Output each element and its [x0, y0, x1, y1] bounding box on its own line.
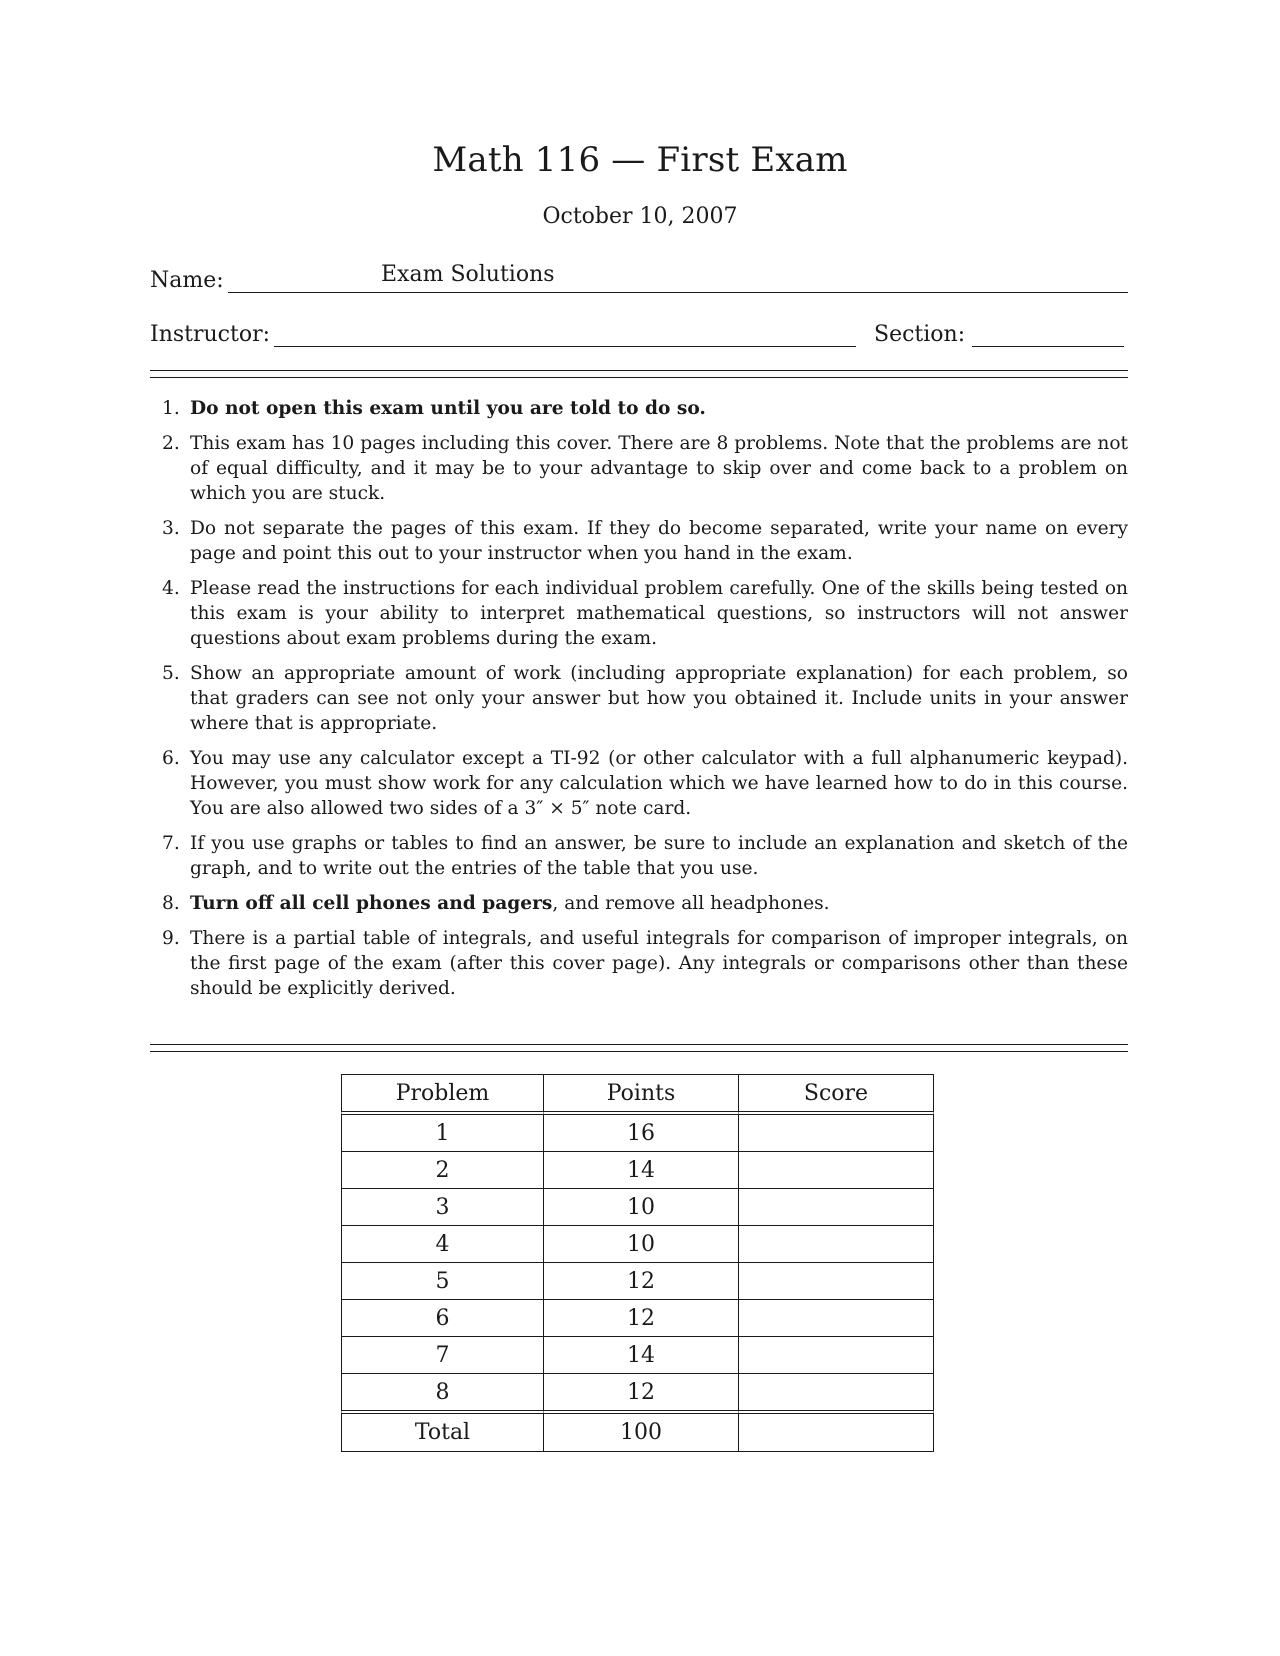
score-table-header-row	[341, 1074, 934, 1115]
score-cell[interactable]	[738, 1373, 934, 1410]
problem-cell: 5	[341, 1262, 543, 1299]
exam-date: October 10, 2007	[542, 204, 738, 229]
instruction-item	[162, 431, 1128, 506]
score-cell[interactable]	[738, 1336, 934, 1373]
problem-cell: 4	[341, 1225, 543, 1262]
problem-cell: 3	[341, 1188, 543, 1225]
points-cell: 14	[543, 1336, 738, 1373]
instructor-label: Instructor:	[150, 322, 271, 347]
table-row	[341, 1188, 934, 1225]
instruction-bold-text: Turn off all cell phones and pagers	[190, 893, 553, 914]
name-label: Name:	[150, 268, 224, 293]
instruction-number: 5.	[162, 663, 180, 684]
top-divider	[150, 370, 1128, 378]
total-points-cell: 100	[543, 1410, 738, 1452]
problem-cell: 1	[341, 1115, 543, 1151]
points-cell: 10	[543, 1225, 738, 1262]
table-row	[341, 1373, 934, 1410]
instruction-item	[162, 396, 1128, 421]
header-problem: Problem	[341, 1074, 543, 1115]
score-cell[interactable]	[738, 1299, 934, 1336]
problem-cell: 7	[341, 1336, 543, 1373]
instruction-item	[162, 891, 1128, 916]
score-cell[interactable]	[738, 1115, 934, 1151]
table-row	[341, 1115, 934, 1151]
points-cell: 12	[543, 1262, 738, 1299]
table-row	[341, 1151, 934, 1188]
instruction-item	[162, 661, 1128, 736]
instruction-number: 8.	[162, 893, 180, 914]
section-label: Section:	[874, 322, 966, 347]
instruction-number: 2.	[162, 433, 180, 454]
instruction-text: Show an appropriate amount of work (including appropriate explanation) for each problem, so that graders can see not only your answer but how you obtained it. Include units in your answer where that is appropriate.	[190, 663, 1128, 734]
points-cell: 16	[543, 1115, 738, 1151]
problem-cell: 2	[341, 1151, 543, 1188]
points-cell: 12	[543, 1299, 738, 1336]
instruction-text: , and remove all headphones.	[552, 893, 830, 914]
instruction-item	[162, 831, 1128, 881]
total-score-cell[interactable]	[738, 1410, 934, 1452]
instruction-text: There is a partial table of integrals, and useful integrals for comparison of improper integrals, on the first page of the exam (after this cover page). Any integrals or comparisons other than these should be explicitly derived.	[190, 928, 1128, 999]
instruction-number: 9.	[162, 928, 180, 949]
instruction-number: 1.	[162, 398, 180, 419]
instruction-item	[162, 746, 1128, 821]
total-label-cell: Total	[341, 1410, 543, 1452]
points-cell: 10	[543, 1188, 738, 1225]
section-field[interactable]	[972, 346, 1124, 347]
problem-cell: 8	[341, 1373, 543, 1410]
score-table	[341, 1074, 934, 1452]
points-cell: 12	[543, 1373, 738, 1410]
problem-cell: 6	[341, 1299, 543, 1336]
header-points: Points	[543, 1074, 738, 1115]
instruction-text: If you use graphs or tables to find an answer, be sure to include an explanation and sketch of the graph, and to write out the entries of the table that you use.	[190, 833, 1128, 879]
exam-title: Math 116 — First Exam	[432, 140, 848, 180]
name-value: Exam Solutions	[381, 262, 555, 287]
name-field[interactable]	[228, 292, 1128, 293]
score-cell[interactable]	[738, 1151, 934, 1188]
instruction-item	[162, 926, 1128, 1001]
instruction-item	[162, 576, 1128, 651]
instruction-number: 3.	[162, 518, 180, 539]
instruction-text: Do not separate the pages of this exam. If they do become separated, write your name on every page and point this out to your instructor when you hand in the exam.	[190, 518, 1128, 564]
instruction-number: 7.	[162, 833, 180, 854]
instructions-list	[162, 396, 1128, 1011]
instruction-number: 4.	[162, 578, 180, 599]
score-cell[interactable]	[738, 1262, 934, 1299]
table-row	[341, 1262, 934, 1299]
instruction-item	[162, 516, 1128, 566]
table-row	[341, 1336, 934, 1373]
header-score: Score	[738, 1074, 934, 1115]
instruction-text: This exam has 10 pages including this cover. There are 8 problems. Note that the problems are not of equal difficulty, and it may be to your advantage to skip over and come back to a problem on which you are stuck.	[190, 433, 1128, 504]
instruction-bold-text: Do not open this exam until you are told to do so.	[190, 398, 706, 419]
instructor-field[interactable]	[274, 346, 856, 347]
instruction-text: Please read the instructions for each individual problem carefully. One of the skills being tested on this exam is your ability to interpret mathematical questions, so instructors will not answer questions about exam problems during the exam.	[190, 578, 1128, 649]
table-row	[341, 1225, 934, 1262]
instruction-text: You may use any calculator except a TI-92 (or other calculator with a full alphanumeric keypad). However, you must show work for any calculation which we have learned how to do in this course. You are also allowed two sides of a 3″ × 5″ note card.	[190, 748, 1128, 819]
table-row	[341, 1299, 934, 1336]
instruction-number: 6.	[162, 748, 180, 769]
bottom-divider	[150, 1044, 1128, 1052]
points-cell: 14	[543, 1151, 738, 1188]
score-cell[interactable]	[738, 1225, 934, 1262]
total-row	[341, 1410, 934, 1452]
score-cell[interactable]	[738, 1188, 934, 1225]
